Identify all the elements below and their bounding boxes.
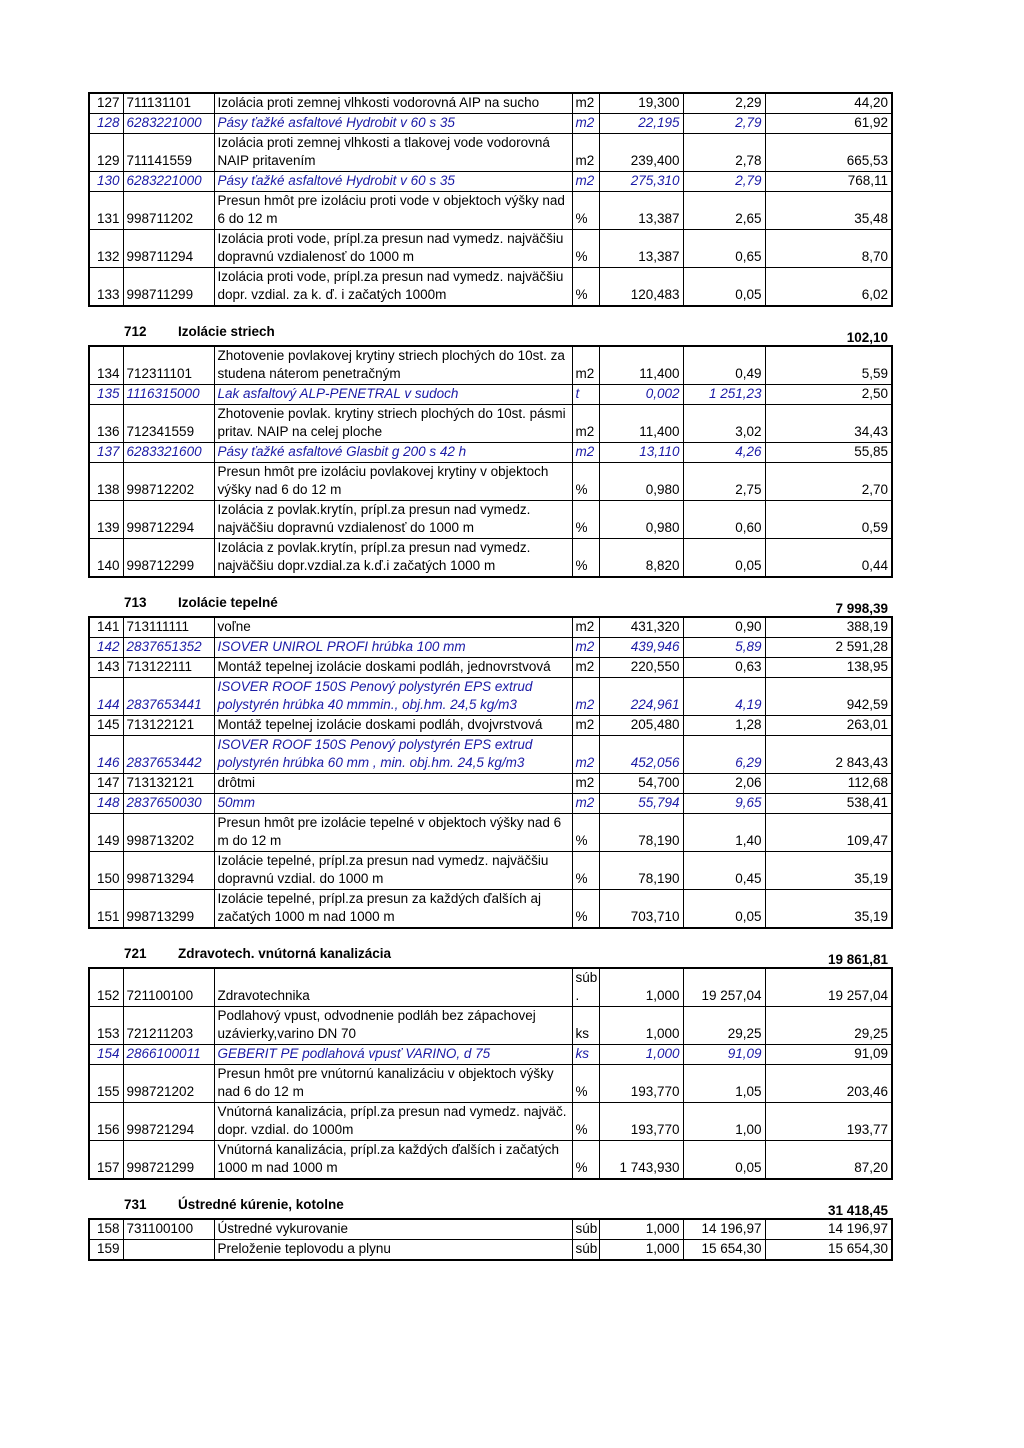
cell-total: 193,77 — [765, 1103, 892, 1141]
cell-desc: Pásy ťažké asfaltové Hydrobit v 60 s 35 — [214, 114, 572, 134]
cell-code: 731100100 — [123, 1219, 214, 1240]
material-row — [89, 1045, 892, 1065]
cell-no: 147 — [89, 774, 123, 794]
cell-code: 2837651352 — [123, 638, 214, 658]
cell-qty: 54,700 — [599, 774, 683, 794]
cell-desc: Presun hmôt pre izoláciu proti vode v objektoch výšky nad 6 do 12 m — [214, 192, 572, 230]
cell-price: 0,65 — [683, 230, 765, 268]
cell-unit: m2 — [572, 716, 599, 736]
budget-sheet — [88, 92, 891, 1261]
cell-total: 35,19 — [765, 852, 892, 890]
cell-no: 130 — [89, 172, 123, 192]
cell-code: 998711202 — [123, 192, 214, 230]
cell-desc: Izolácia z povlak.krytín, prípl.za presun nad vymedz. najväčšiu dopravnú vzdialenosť do 1000 m — [214, 501, 572, 539]
cell-desc: Preloženie teplovodu a plynu — [214, 1240, 572, 1261]
cell-no: 129 — [89, 134, 123, 172]
cell-desc: Montáž tepelnej izolácie doskami podláh, dvojvrstvová — [214, 716, 572, 736]
cell-code: 998721294 — [123, 1103, 214, 1141]
cell-unit: m2 — [572, 134, 599, 172]
items-table — [88, 345, 893, 578]
cell-code: 2837653441 — [123, 678, 214, 716]
cell-no: 156 — [89, 1103, 123, 1141]
cell-no: 142 — [89, 638, 123, 658]
cell-desc: Zhotovenie povlak. krytiny striech plochých do 10st. pásmi pritav. NAIP na celej ploche — [214, 405, 572, 443]
cell-no: 145 — [89, 716, 123, 736]
cell-unit: % — [572, 814, 599, 852]
cell-unit: m2 — [572, 346, 599, 385]
item-row — [89, 463, 892, 501]
cell-code: 713122111 — [123, 658, 214, 678]
cell-qty: 0,980 — [599, 463, 683, 501]
cell-unit: m2 — [572, 114, 599, 134]
cell-unit: ks — [572, 1007, 599, 1045]
cell-qty: 1,000 — [599, 1007, 683, 1045]
cell-code: 998712294 — [123, 501, 214, 539]
cell-code: 721211203 — [123, 1007, 214, 1045]
cell-no: 149 — [89, 814, 123, 852]
item-row — [89, 617, 892, 638]
cell-unit: % — [572, 890, 599, 929]
item-row — [89, 539, 892, 578]
cell-desc: drôtmi — [214, 774, 572, 794]
cell-qty: 0,980 — [599, 501, 683, 539]
cell-desc: Izolácia z povlak.krytín, prípl.za presun nad vymedz. najväčšiu dopr.vzdial.za k.ď.i začatých 1000 m — [214, 539, 572, 578]
cell-total: 19 257,04 — [765, 968, 892, 1007]
cell-no: 137 — [89, 443, 123, 463]
cell-total: 8,70 — [765, 230, 892, 268]
cell-code: 6283221000 — [123, 172, 214, 192]
section-header — [88, 578, 891, 616]
item-row — [89, 814, 892, 852]
cell-unit: m2 — [572, 774, 599, 794]
cell-unit: m2 — [572, 678, 599, 716]
cell-desc: Presun hmôt pre izoláciu povlakovej krytiny v objektoch výšky nad 6 do 12 m — [214, 463, 572, 501]
material-row — [89, 678, 892, 716]
cell-no: 144 — [89, 678, 123, 716]
cell-unit: % — [572, 268, 599, 307]
cell-total: 29,25 — [765, 1007, 892, 1045]
cell-code: 6283321600 — [123, 443, 214, 463]
cell-code: 998712299 — [123, 539, 214, 578]
cell-unit: m2 — [572, 172, 599, 192]
cell-desc: Vnútorná kanalizácia, prípl.za presun nad vymedz. najväč. dopr. vzdial. do 1000m — [214, 1103, 572, 1141]
cell-total: 0,44 — [765, 539, 892, 578]
section-code: 731 — [124, 1197, 147, 1212]
cell-unit: % — [572, 1103, 599, 1141]
cell-total: 61,92 — [765, 114, 892, 134]
cell-qty: 439,946 — [599, 638, 683, 658]
cell-desc: Izolácia proti zemnej vlhkosti vodorovná AIP na sucho — [214, 93, 572, 114]
cell-qty: 11,400 — [599, 405, 683, 443]
cell-unit: % — [572, 539, 599, 578]
cell-desc: Ústredné vykurovanie — [214, 1219, 572, 1240]
cell-qty: 78,190 — [599, 852, 683, 890]
cell-qty: 1 743,930 — [599, 1141, 683, 1180]
cell-qty: 224,961 — [599, 678, 683, 716]
section-name: Izolácie striech — [178, 324, 275, 339]
cell-total: 2 591,28 — [765, 638, 892, 658]
item-row — [89, 890, 892, 929]
cell-no: 127 — [89, 93, 123, 114]
material-row — [89, 114, 892, 134]
section-name: Zdravotech. vnútorná kanalizácia — [178, 946, 392, 961]
cell-unit: m2 — [572, 794, 599, 814]
cell-desc: voľne — [214, 617, 572, 638]
cell-no: 131 — [89, 192, 123, 230]
cell-unit: m2 — [572, 658, 599, 678]
cell-no: 128 — [89, 114, 123, 134]
cell-no: 141 — [89, 617, 123, 638]
cell-price: 2,06 — [683, 774, 765, 794]
cell-qty: 1,000 — [599, 1045, 683, 1065]
cell-code: 998721299 — [123, 1141, 214, 1180]
cell-code: 711131101 — [123, 93, 214, 114]
cell-price: 0,60 — [683, 501, 765, 539]
item-row — [89, 192, 892, 230]
cell-price: 0,63 — [683, 658, 765, 678]
cell-price: 1,00 — [683, 1103, 765, 1141]
cell-desc: Lak asfaltový ALP-PENETRAL v sudoch — [214, 385, 572, 405]
cell-total: 15 654,30 — [765, 1240, 892, 1261]
section-sum: 7 998,39 — [835, 601, 888, 616]
cell-unit: súb . — [572, 968, 599, 1007]
cell-no: 152 — [89, 968, 123, 1007]
cell-unit: % — [572, 463, 599, 501]
cell-code: 6283221000 — [123, 114, 214, 134]
cell-qty: 275,310 — [599, 172, 683, 192]
cell-code: 712341559 — [123, 405, 214, 443]
section-name: Izolácie tepelné — [178, 595, 278, 610]
cell-qty: 193,770 — [599, 1103, 683, 1141]
items-table — [88, 967, 893, 1180]
cell-total: 87,20 — [765, 1141, 892, 1180]
item-row — [89, 230, 892, 268]
cell-code: 721100100 — [123, 968, 214, 1007]
cell-unit: m2 — [572, 638, 599, 658]
material-row — [89, 443, 892, 463]
material-row — [89, 172, 892, 192]
items-table — [88, 616, 893, 929]
cell-code: 998713299 — [123, 890, 214, 929]
cell-unit: súb — [572, 1240, 599, 1261]
cell-code: 713111111 — [123, 617, 214, 638]
cell-desc: Pásy ťažké asfaltové Glasbit g 200 s 42 h — [214, 443, 572, 463]
cell-total: 34,43 — [765, 405, 892, 443]
section-name: Ústredné kúrenie, kotolne — [178, 1197, 344, 1212]
item-row — [89, 134, 892, 172]
cell-total: 2,70 — [765, 463, 892, 501]
cell-total: 44,20 — [765, 93, 892, 114]
cell-total: 2 843,43 — [765, 736, 892, 774]
cell-unit: t — [572, 385, 599, 405]
cell-total: 109,47 — [765, 814, 892, 852]
cell-total: 768,11 — [765, 172, 892, 192]
section-header — [88, 307, 891, 345]
cell-total: 91,09 — [765, 1045, 892, 1065]
item-row — [89, 501, 892, 539]
cell-qty: 431,320 — [599, 617, 683, 638]
cell-price: 2,79 — [683, 172, 765, 192]
cell-total: 138,95 — [765, 658, 892, 678]
cell-unit: % — [572, 192, 599, 230]
cell-qty: 11,400 — [599, 346, 683, 385]
cell-code: 998713294 — [123, 852, 214, 890]
cell-qty: 452,056 — [599, 736, 683, 774]
cell-total: 55,85 — [765, 443, 892, 463]
item-row — [89, 852, 892, 890]
cell-desc: Izolácia proti vode, prípl.za presun nad vymedz. najväčšiu dopr. vzdial. za k. ď. i začatých 1000m — [214, 268, 572, 307]
cell-price: 91,09 — [683, 1045, 765, 1065]
cell-code: 713132121 — [123, 774, 214, 794]
cell-qty: 78,190 — [599, 814, 683, 852]
cell-qty: 8,820 — [599, 539, 683, 578]
item-row — [89, 1240, 892, 1261]
item-row — [89, 968, 892, 1007]
cell-total: 942,59 — [765, 678, 892, 716]
item-row — [89, 716, 892, 736]
cell-code — [123, 1240, 214, 1261]
cell-no: 153 — [89, 1007, 123, 1045]
cell-price: 15 654,30 — [683, 1240, 765, 1261]
item-row — [89, 268, 892, 307]
cell-code: 712311101 — [123, 346, 214, 385]
cell-price: 2,75 — [683, 463, 765, 501]
cell-no: 155 — [89, 1065, 123, 1103]
cell-desc: Vnútorná kanalizácia, prípl.za každých ďalších i začatých 1000 m nad 1000 m — [214, 1141, 572, 1180]
cell-no: 159 — [89, 1240, 123, 1261]
cell-price: 1 251,23 — [683, 385, 765, 405]
cell-qty: 220,550 — [599, 658, 683, 678]
cell-desc: Presun hmôt pre vnútornú kanalizáciu v objektoch výšky nad 6 do 12 m — [214, 1065, 572, 1103]
cell-price: 5,89 — [683, 638, 765, 658]
material-row — [89, 638, 892, 658]
cell-price: 0,05 — [683, 268, 765, 307]
item-row — [89, 658, 892, 678]
material-row — [89, 794, 892, 814]
cell-total: 5,59 — [765, 346, 892, 385]
cell-code: 713122121 — [123, 716, 214, 736]
section-header — [88, 929, 891, 967]
cell-total: 263,01 — [765, 716, 892, 736]
cell-code: 2866100011 — [123, 1045, 214, 1065]
cell-code: 998711299 — [123, 268, 214, 307]
cell-price: 9,65 — [683, 794, 765, 814]
section-code: 721 — [124, 946, 147, 961]
cell-no: 139 — [89, 501, 123, 539]
cell-price: 2,79 — [683, 114, 765, 134]
item-row — [89, 1007, 892, 1045]
cell-desc: Izolácie tepelné, prípl.za presun za každých ďalších aj začatých 1000 m nad 1000 m — [214, 890, 572, 929]
cell-price: 1,05 — [683, 1065, 765, 1103]
cell-price: 0,90 — [683, 617, 765, 638]
cell-qty: 13,387 — [599, 192, 683, 230]
item-row — [89, 1141, 892, 1180]
cell-unit: ks — [572, 1045, 599, 1065]
section-header — [88, 1180, 891, 1218]
section-code: 712 — [124, 324, 147, 339]
cell-price: 6,29 — [683, 736, 765, 774]
item-row — [89, 774, 892, 794]
cell-no: 158 — [89, 1219, 123, 1240]
cell-no: 157 — [89, 1141, 123, 1180]
cell-qty: 13,110 — [599, 443, 683, 463]
cell-qty: 193,770 — [599, 1065, 683, 1103]
cell-no: 146 — [89, 736, 123, 774]
cell-desc: ISOVER ROOF 150S Penový polystyrén EPS extrud polystyrén hrúbka 60 mm , min. obj.hm. 24,5 kg/m3 — [214, 736, 572, 774]
cell-price: 14 196,97 — [683, 1219, 765, 1240]
item-row — [89, 1065, 892, 1103]
cell-desc: ISOVER ROOF 150S Penový polystyrén EPS extrud polystyrén hrúbka 40 mmmin., obj.hm. 24,5 kg/m3 — [214, 678, 572, 716]
cell-desc: Zdravotechnika — [214, 968, 572, 1007]
cell-no: 148 — [89, 794, 123, 814]
cell-total: 14 196,97 — [765, 1219, 892, 1240]
item-row — [89, 1219, 892, 1240]
cell-no: 150 — [89, 852, 123, 890]
cell-price: 2,65 — [683, 192, 765, 230]
cell-desc: ISOVER UNIROL PROFI hrúbka 100 mm — [214, 638, 572, 658]
cell-code: 711141559 — [123, 134, 214, 172]
cell-code: 2837650030 — [123, 794, 214, 814]
cell-no: 133 — [89, 268, 123, 307]
section-sum: 31 418,45 — [827, 1203, 888, 1218]
cell-total: 2,50 — [765, 385, 892, 405]
section-code: 713 — [124, 595, 147, 610]
cell-unit: % — [572, 230, 599, 268]
cell-unit: m2 — [572, 405, 599, 443]
section-sum: 102,10 — [846, 330, 888, 345]
cell-unit: m2 — [572, 93, 599, 114]
cell-code: 998712202 — [123, 463, 214, 501]
cell-price: 0,05 — [683, 539, 765, 578]
section-sum: 19 861,81 — [827, 952, 888, 967]
material-row — [89, 385, 892, 405]
cell-qty: 55,794 — [599, 794, 683, 814]
cell-price: 4,19 — [683, 678, 765, 716]
cell-qty: 1,000 — [599, 1240, 683, 1261]
cell-unit: % — [572, 1065, 599, 1103]
cell-desc: Izolácia proti zemnej vlhkosti a tlakovej vode vodorovná NAIP pritavením — [214, 134, 572, 172]
cell-qty: 239,400 — [599, 134, 683, 172]
item-row — [89, 346, 892, 385]
cell-code: 998721202 — [123, 1065, 214, 1103]
cell-qty: 205,480 — [599, 716, 683, 736]
cell-no: 132 — [89, 230, 123, 268]
cell-no: 138 — [89, 463, 123, 501]
cell-price: 0,45 — [683, 852, 765, 890]
cell-code: 2837653442 — [123, 736, 214, 774]
cell-desc: Montáž tepelnej izolácie doskami podláh, jednovrstvová — [214, 658, 572, 678]
cell-unit: súb — [572, 1219, 599, 1240]
cell-total: 665,53 — [765, 134, 892, 172]
cell-qty: 703,710 — [599, 890, 683, 929]
cell-price: 29,25 — [683, 1007, 765, 1045]
cell-price: 19 257,04 — [683, 968, 765, 1007]
cell-price: 0,49 — [683, 346, 765, 385]
cell-no: 134 — [89, 346, 123, 385]
cell-qty: 19,300 — [599, 93, 683, 114]
cell-total: 6,02 — [765, 268, 892, 307]
cell-qty: 0,002 — [599, 385, 683, 405]
cell-no: 136 — [89, 405, 123, 443]
cell-price: 0,05 — [683, 1141, 765, 1180]
cell-total: 35,48 — [765, 192, 892, 230]
cell-price: 2,29 — [683, 93, 765, 114]
cell-desc: 50mm — [214, 794, 572, 814]
cell-price: 1,40 — [683, 814, 765, 852]
cell-unit: m2 — [572, 443, 599, 463]
cell-code: 998711294 — [123, 230, 214, 268]
cell-unit: % — [572, 852, 599, 890]
cell-price: 3,02 — [683, 405, 765, 443]
cell-total: 538,41 — [765, 794, 892, 814]
cell-total: 203,46 — [765, 1065, 892, 1103]
cell-qty: 1,000 — [599, 968, 683, 1007]
items-table — [88, 92, 893, 307]
item-row — [89, 405, 892, 443]
cell-total: 388,19 — [765, 617, 892, 638]
cell-no: 143 — [89, 658, 123, 678]
cell-desc: GEBERIT PE podlahová vpusť VARINO, d 75 — [214, 1045, 572, 1065]
cell-qty: 22,195 — [599, 114, 683, 134]
cell-total: 0,59 — [765, 501, 892, 539]
cell-desc: Izolácia proti vode, prípl.za presun nad vymedz. najväčšiu dopravnú vzdialenosť do 1000 m — [214, 230, 572, 268]
cell-no: 140 — [89, 539, 123, 578]
cell-desc: Podlahový vpust, odvodnenie podláh bez zápachovej uzávierky,varino DN 70 — [214, 1007, 572, 1045]
items-table — [88, 1218, 893, 1261]
cell-unit: m2 — [572, 736, 599, 774]
cell-desc: Izolácie tepelné, prípl.za presun nad vymedz. najväčšiu dopravnú vzdial. do 1000 m — [214, 852, 572, 890]
cell-code: 998713202 — [123, 814, 214, 852]
cell-unit: % — [572, 501, 599, 539]
cell-no: 135 — [89, 385, 123, 405]
cell-price: 1,28 — [683, 716, 765, 736]
cell-unit: m2 — [572, 617, 599, 638]
cell-desc: Presun hmôt pre izolácie tepelné v objektoch výšky nad 6 m do 12 m — [214, 814, 572, 852]
material-row — [89, 736, 892, 774]
cell-total: 112,68 — [765, 774, 892, 794]
cell-qty: 13,387 — [599, 230, 683, 268]
cell-no: 151 — [89, 890, 123, 929]
item-row — [89, 93, 892, 114]
cell-no: 154 — [89, 1045, 123, 1065]
cell-desc: Pásy ťažké asfaltové Hydrobit v 60 s 35 — [214, 172, 572, 192]
cell-total: 35,19 — [765, 890, 892, 929]
cell-qty: 1,000 — [599, 1219, 683, 1240]
cell-desc: Zhotovenie povlakovej krytiny striech plochých do 10st. za studena náterom penetračným — [214, 346, 572, 385]
item-row — [89, 1103, 892, 1141]
cell-price: 0,05 — [683, 890, 765, 929]
cell-qty: 120,483 — [599, 268, 683, 307]
cell-price: 4,26 — [683, 443, 765, 463]
cell-price: 2,78 — [683, 134, 765, 172]
cell-unit: % — [572, 1141, 599, 1180]
cell-code: 1116315000 — [123, 385, 214, 405]
